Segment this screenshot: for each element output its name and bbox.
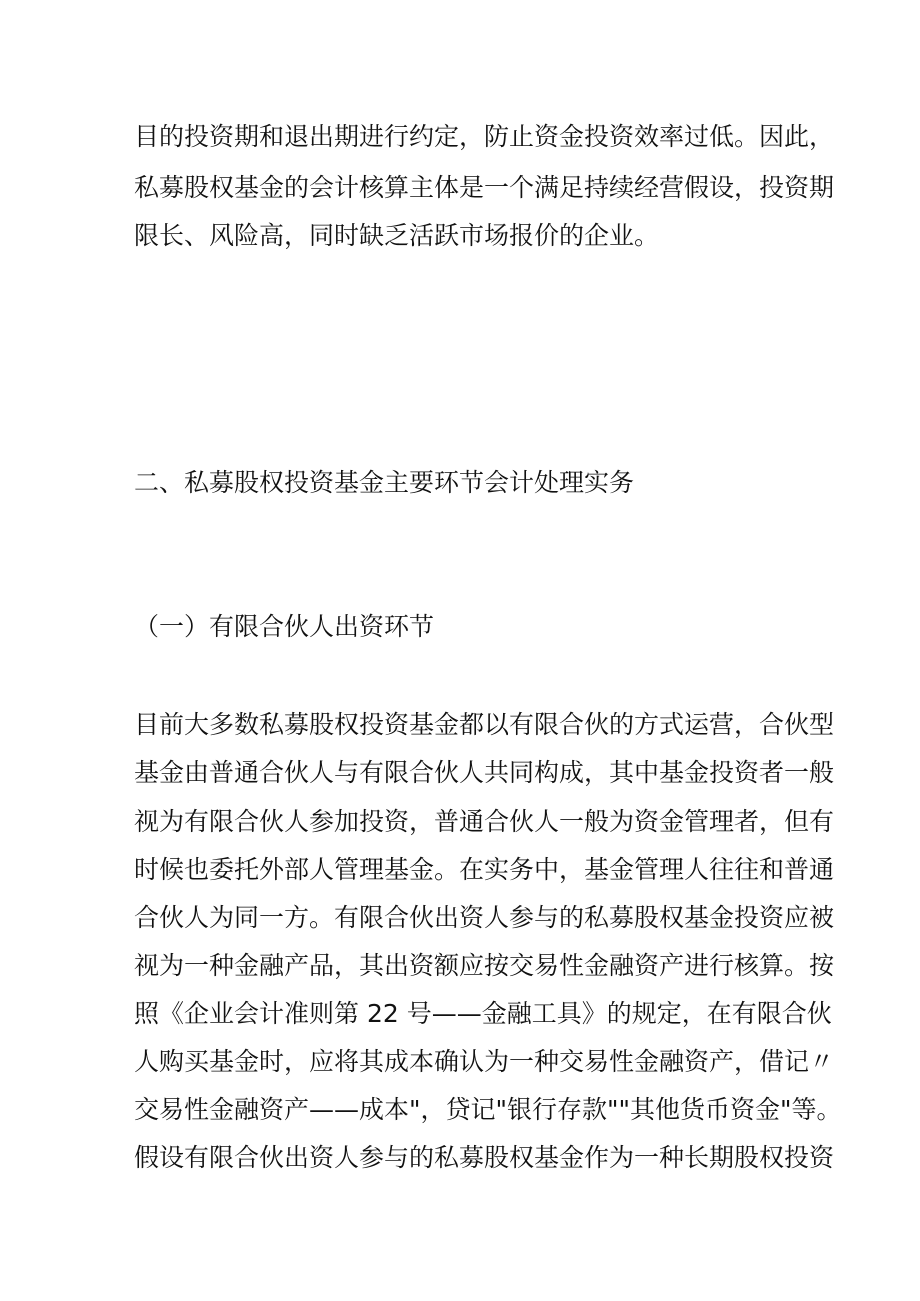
subsection-heading: （一）有限合伙人出资环节 — [134, 612, 435, 641]
paragraph-line: 合伙人为同一方。有限合伙出资人参与的私募股权基金投资应被 — [134, 903, 835, 932]
paragraph-line: 目前大多数私募股权投资基金都以有限合伙的方式运营，合伙型 — [134, 710, 835, 739]
paragraph-line: 照《企业会计准则第 22 号——金融工具》的规定，在有限合伙 — [134, 999, 832, 1028]
paragraph-line: 时候也委托外部人管理基金。在实务中，基金管理人往往和普通 — [134, 855, 835, 884]
paragraph-line: 交易性金融资产——成本"，贷记"银行存款""其他货币资金"等。 — [134, 1095, 842, 1124]
paragraph-line: 人购买基金时，应将其成本确认为一种交易性金融资产，借记〃 — [134, 1047, 835, 1076]
paragraph-line: 限长、风险高，同时缺乏活跃市场报价的企业。 — [134, 221, 660, 250]
paragraph-line: 视为一种金融产品，其出资额应按交易性金融资产进行核算。按 — [134, 951, 835, 980]
paragraph-line: 假设有限合伙出资人参与的私募股权基金作为一种长期股权投资 — [134, 1143, 835, 1172]
section-heading: 二、私募股权投资基金主要环节会计处理实务 — [134, 468, 635, 497]
paragraph-line: 目的投资期和退出期进行约定，防止资金投资效率过低。因此， — [134, 122, 835, 151]
paragraph-line: 视为有限合伙人参加投资，普通合伙人一般为资金管理者，但有 — [134, 807, 835, 836]
paragraph-line: 私募股权基金的会计核算主体是一个满足持续经营假设，投资期 — [134, 173, 835, 202]
paragraph-line: 基金由普通合伙人与有限合伙人共同构成，其中基金投资者一般 — [134, 758, 835, 787]
